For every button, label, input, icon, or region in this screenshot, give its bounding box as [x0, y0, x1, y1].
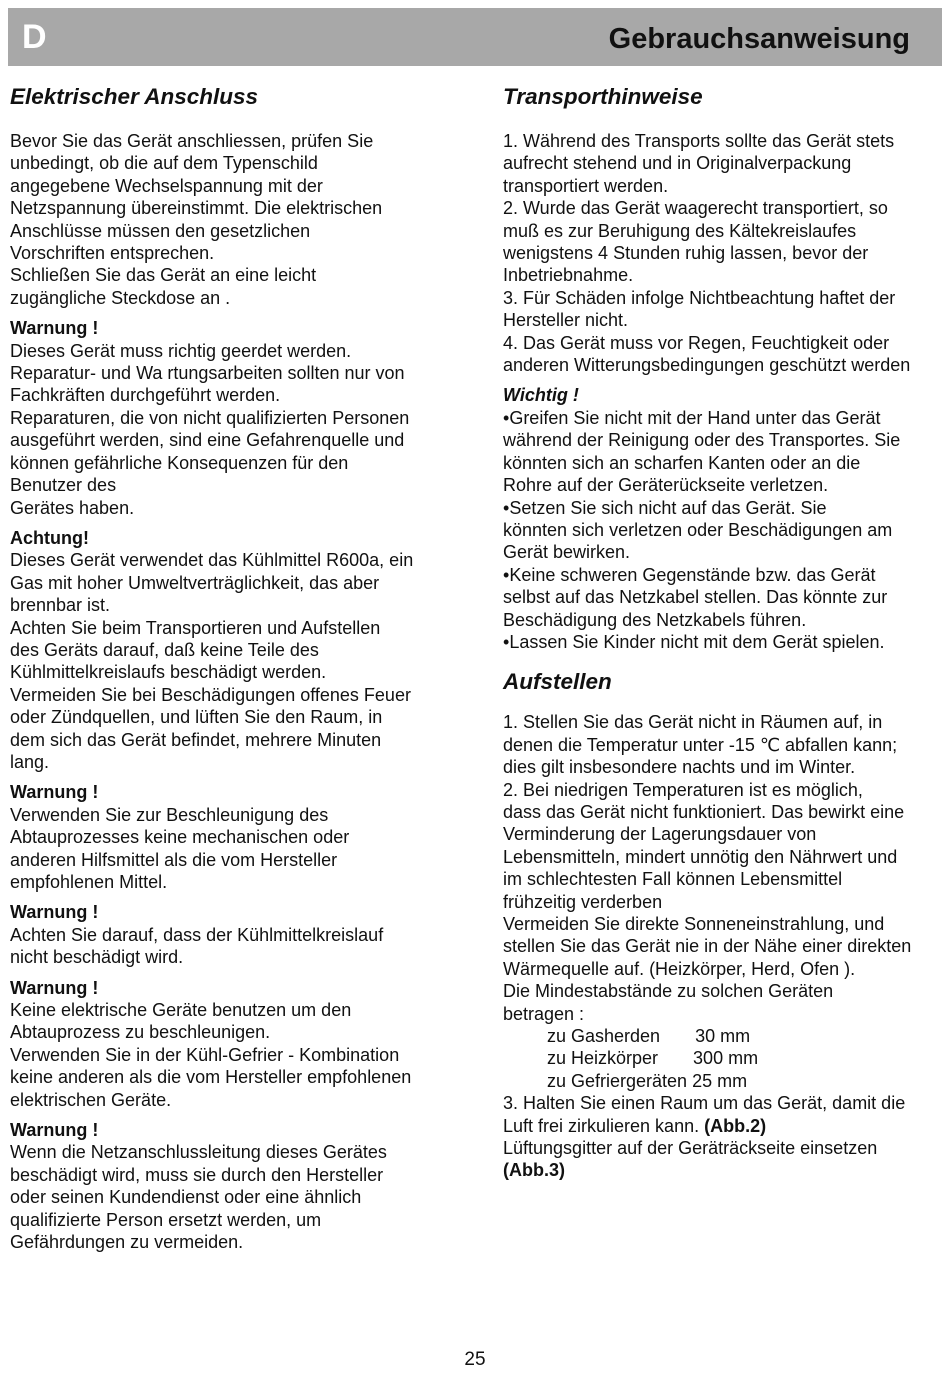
- intro-paragraph: [10, 130, 460, 309]
- page-title: Gebrauchsanweisung: [608, 23, 910, 55]
- text-line: dass das Gerät nicht funktioniert. Das bewirkt eine: [503, 801, 905, 822]
- text-line: Benutzer des: [10, 475, 117, 496]
- text-line: könnten sich an scharfen Kanten oder an die: [503, 452, 861, 473]
- text-line: Reparaturen, die von nicht qualifizierten Personen: [10, 407, 410, 428]
- warning-title: Warnung !: [10, 318, 99, 339]
- text-line: Gerät bewirken.: [503, 542, 631, 563]
- bullet-icon: •: [503, 631, 510, 652]
- text-line: transportiert werden.: [503, 175, 669, 196]
- text-line: Keine elektrische Geräte benutzen um den: [10, 1000, 352, 1021]
- warning-text: [10, 804, 460, 894]
- text-line: qualifizierte Person ersetzt werden, um: [10, 1209, 322, 1230]
- warning-text: [10, 340, 460, 519]
- text-line: anderen Hilfsmittel als die vom Hersteller: [10, 849, 338, 870]
- text-line: Wärmequelle auf. (Heizkörper, Herd, Ofen ).: [503, 958, 856, 979]
- page-header: [8, 8, 942, 66]
- text-line: Inbetriebnahme.: [503, 265, 634, 286]
- text-line: •Greifen Sie nicht mit der Hand unter das Gerät: [503, 407, 881, 428]
- section-heading-installation: Aufstellen: [503, 669, 612, 695]
- text-line: Luft frei zirkulieren kann. (Abb.2): [503, 1115, 767, 1136]
- text-line: können gefährliche Konsequenzen für den: [10, 452, 349, 473]
- text-line: dies gilt insbesondere nachts und im Winter.: [503, 757, 856, 778]
- text-line: anderen Witterungsbedingungen geschützt werden: [503, 355, 911, 376]
- figure-reference: (Abb.3): [503, 1160, 565, 1181]
- warning-title: Warnung !: [10, 1120, 99, 1141]
- important-bullets: [503, 407, 943, 653]
- text-line: oder seinen Kundendienst oder eine ähnlich: [10, 1187, 362, 1208]
- text-line: Bevor Sie das Gerät anschliessen, prüfen Sie: [10, 131, 374, 151]
- figure-reference: (Abb.2): [704, 1115, 767, 1136]
- text-line: Anschlüsse müssen den gesetzlichen: [10, 220, 311, 241]
- text-line: brennbar ist.: [10, 595, 111, 616]
- text-line: Achten Sie beim Transportieren und Aufstellen: [10, 617, 381, 638]
- text-line: 1. Stellen Sie das Gerät nicht in Räumen auf, in: [503, 712, 883, 733]
- text-line: Schließen Sie das Gerät an eine leicht: [10, 265, 317, 286]
- text-line: wenigstens 4 Stunden ruhig lassen, bevor der: [503, 243, 869, 264]
- installation-text: [503, 711, 943, 1182]
- text-line: beschädigt wird, muss sie durch den Hersteller: [10, 1164, 384, 1185]
- text-line: Lebensmitteln, mindert unnötig den Nährwert und: [503, 846, 898, 867]
- text-line: Gas mit hoher Umweltverträglichkeit, das aber: [10, 572, 380, 593]
- bullet-item: [503, 497, 943, 564]
- text-line: elektrischen Geräte.: [10, 1089, 172, 1110]
- warning-title: Warnung !: [10, 977, 99, 998]
- text-line: zugängliche Steckdose an .: [10, 287, 231, 308]
- text-line: Achten Sie darauf, dass der Kühlmittelkreislauf: [10, 924, 384, 945]
- text-line: dem sich das Gerät befindet, mehrere Minuten: [10, 729, 382, 750]
- text-line: Dieses Gerät verwendet das Kühlmittel R600a, ein: [10, 550, 414, 571]
- page-number: 25: [464, 1349, 486, 1370]
- text-line: empfohlenen Mittel.: [10, 872, 168, 892]
- bullet-item: [503, 564, 943, 631]
- right-column: [503, 78, 943, 1182]
- text-line: Hersteller nicht.: [503, 310, 629, 331]
- text-line: stellen Sie das Gerät nie in der Nähe einer direkten: [503, 936, 912, 957]
- text-line: im schlechtesten Fall können Lebensmittel: [503, 869, 843, 890]
- text-line: Fachkräften durchgeführt werden.: [10, 385, 281, 406]
- bullet-icon: •: [503, 564, 510, 585]
- text-line: Lüftungsgitter auf der Geräträckseite einsetzen: [503, 1138, 878, 1159]
- text-line: unbedingt, ob die auf dem Typenschild: [10, 153, 318, 174]
- text-line: Die Mindestabstände zu solchen Geräten: [503, 981, 834, 1002]
- text-line: Abtauprozesses keine mechanischen oder: [10, 827, 350, 848]
- text-line: Vermeiden Sie bei Beschädigungen offenes Feuer: [10, 684, 411, 705]
- section-heading-transport: Transporthinweise: [503, 84, 703, 109]
- bullet-item: [503, 407, 943, 497]
- distance-line: zu Gasherden 30 mm: [547, 1026, 751, 1047]
- text-line: während der Reinigung oder des Transportes. Sie: [503, 430, 901, 451]
- text-line: keine anderen als die vom Hersteller empfohlenen: [10, 1067, 412, 1088]
- text-line: betragen :: [503, 1003, 585, 1024]
- text-line: Netzspannung übereinstimmt. Die elektrischen: [10, 198, 383, 219]
- text-line: Vorschriften entsprechen.: [10, 243, 215, 264]
- distance-line: zu Gefriergeräten 25 mm: [547, 1070, 748, 1091]
- text-line: 2. Bei niedrigen Temperaturen ist es möglich,: [503, 779, 863, 800]
- text-line: Beschädigung des Netzkabels führen.: [503, 609, 807, 630]
- text-line: •Setzen Sie sich nicht auf das Gerät. Sie: [503, 497, 827, 518]
- text-line: Gerätes haben.: [10, 497, 135, 518]
- text-line: •Keine schweren Gegenstände bzw. das Gerät: [503, 564, 876, 585]
- text-line: lang.: [10, 751, 50, 772]
- important-title: Wichtig !: [503, 385, 579, 406]
- text-line: Verwenden Sie in der Kühl-Gefrier - Kombination: [10, 1044, 400, 1065]
- text-line: 3. Halten Sie einen Raum um das Gerät, damit die: [503, 1093, 906, 1114]
- text-line: Vermeiden Sie direkte Sonneneinstrahlung, und: [503, 914, 885, 934]
- bullet-icon: •: [503, 407, 510, 428]
- text-line: Gefährdungen zu vermeiden.: [10, 1232, 244, 1253]
- text-line: muß es zur Beruhigung des Kältekreislaufes: [503, 220, 857, 241]
- bullet-icon: •: [503, 497, 510, 518]
- warning-text: [10, 1141, 460, 1253]
- text-line: des Geräts darauf, daß keine Teile des: [10, 639, 319, 660]
- left-column: [10, 78, 460, 1254]
- caution-title: Achtung!: [10, 527, 89, 548]
- distance-line: zu Heizkörper 300 mm: [547, 1048, 759, 1069]
- text-line: aufrecht stehend und in Originalverpackung: [503, 153, 852, 174]
- warning-title: Warnung !: [10, 902, 99, 923]
- text-line: 1. Während des Transports sollte das Gerät stets: [503, 131, 895, 151]
- text-line: könnten sich verletzen oder Beschädigungen am: [503, 519, 893, 540]
- warning-text: [10, 999, 460, 1111]
- text-line: ausgeführt werden, sind eine Gefahrenquelle und: [10, 430, 405, 451]
- text-line: oder Zündquellen, und lüften Sie den Raum, in: [10, 707, 383, 728]
- text-line: 4. Das Gerät muss vor Regen, Feuchtigkeit oder: [503, 332, 890, 353]
- text-line: Abtauprozess zu beschleunigen.: [10, 1022, 271, 1043]
- caution-text: [10, 549, 460, 773]
- text-line: nicht beschädigt wird.: [10, 947, 184, 968]
- warning-title: Warnung !: [10, 782, 99, 803]
- text-line: Verminderung der Lagerungsdauer von: [503, 824, 817, 845]
- text-line: Dieses Gerät muss richtig geerdet werden.: [10, 340, 352, 361]
- text-line: Verwenden Sie zur Beschleunigung des: [10, 804, 329, 825]
- bullet-item: [503, 631, 943, 653]
- transport-list: [503, 130, 943, 376]
- text-line: 2. Wurde das Gerät waagerecht transportiert, so: [503, 198, 888, 219]
- text-line: •Lassen Sie Kinder nicht mit dem Gerät spielen.: [503, 631, 885, 652]
- language-code: D: [22, 18, 47, 56]
- text-line: Wenn die Netzanschlussleitung dieses Gerätes: [10, 1142, 387, 1163]
- text-line: frühzeitig verderben: [503, 891, 663, 912]
- text-line: 3. Für Schäden infolge Nichtbeachtung haftet der: [503, 287, 896, 308]
- text-line: Kühlmittelkreislaufs beschädigt werden.: [10, 662, 327, 683]
- warning-text: [10, 924, 460, 969]
- text-line: angegebene Wechselspannung mit der: [10, 175, 323, 196]
- text-line: Rohre auf der Geräterückseite verletzen.: [503, 475, 829, 496]
- text-line: denen die Temperatur unter -15 ℃ abfallen kann;: [503, 734, 898, 755]
- text-line: selbst auf das Netzkabel stellen. Das könnte zur: [503, 587, 888, 608]
- text-line: [503, 1159, 943, 1181]
- text-line: Reparatur- und Wa rtungsarbeiten sollten nur von: [10, 363, 405, 384]
- section-heading-electrical: Elektrischer Anschluss: [10, 84, 259, 109]
